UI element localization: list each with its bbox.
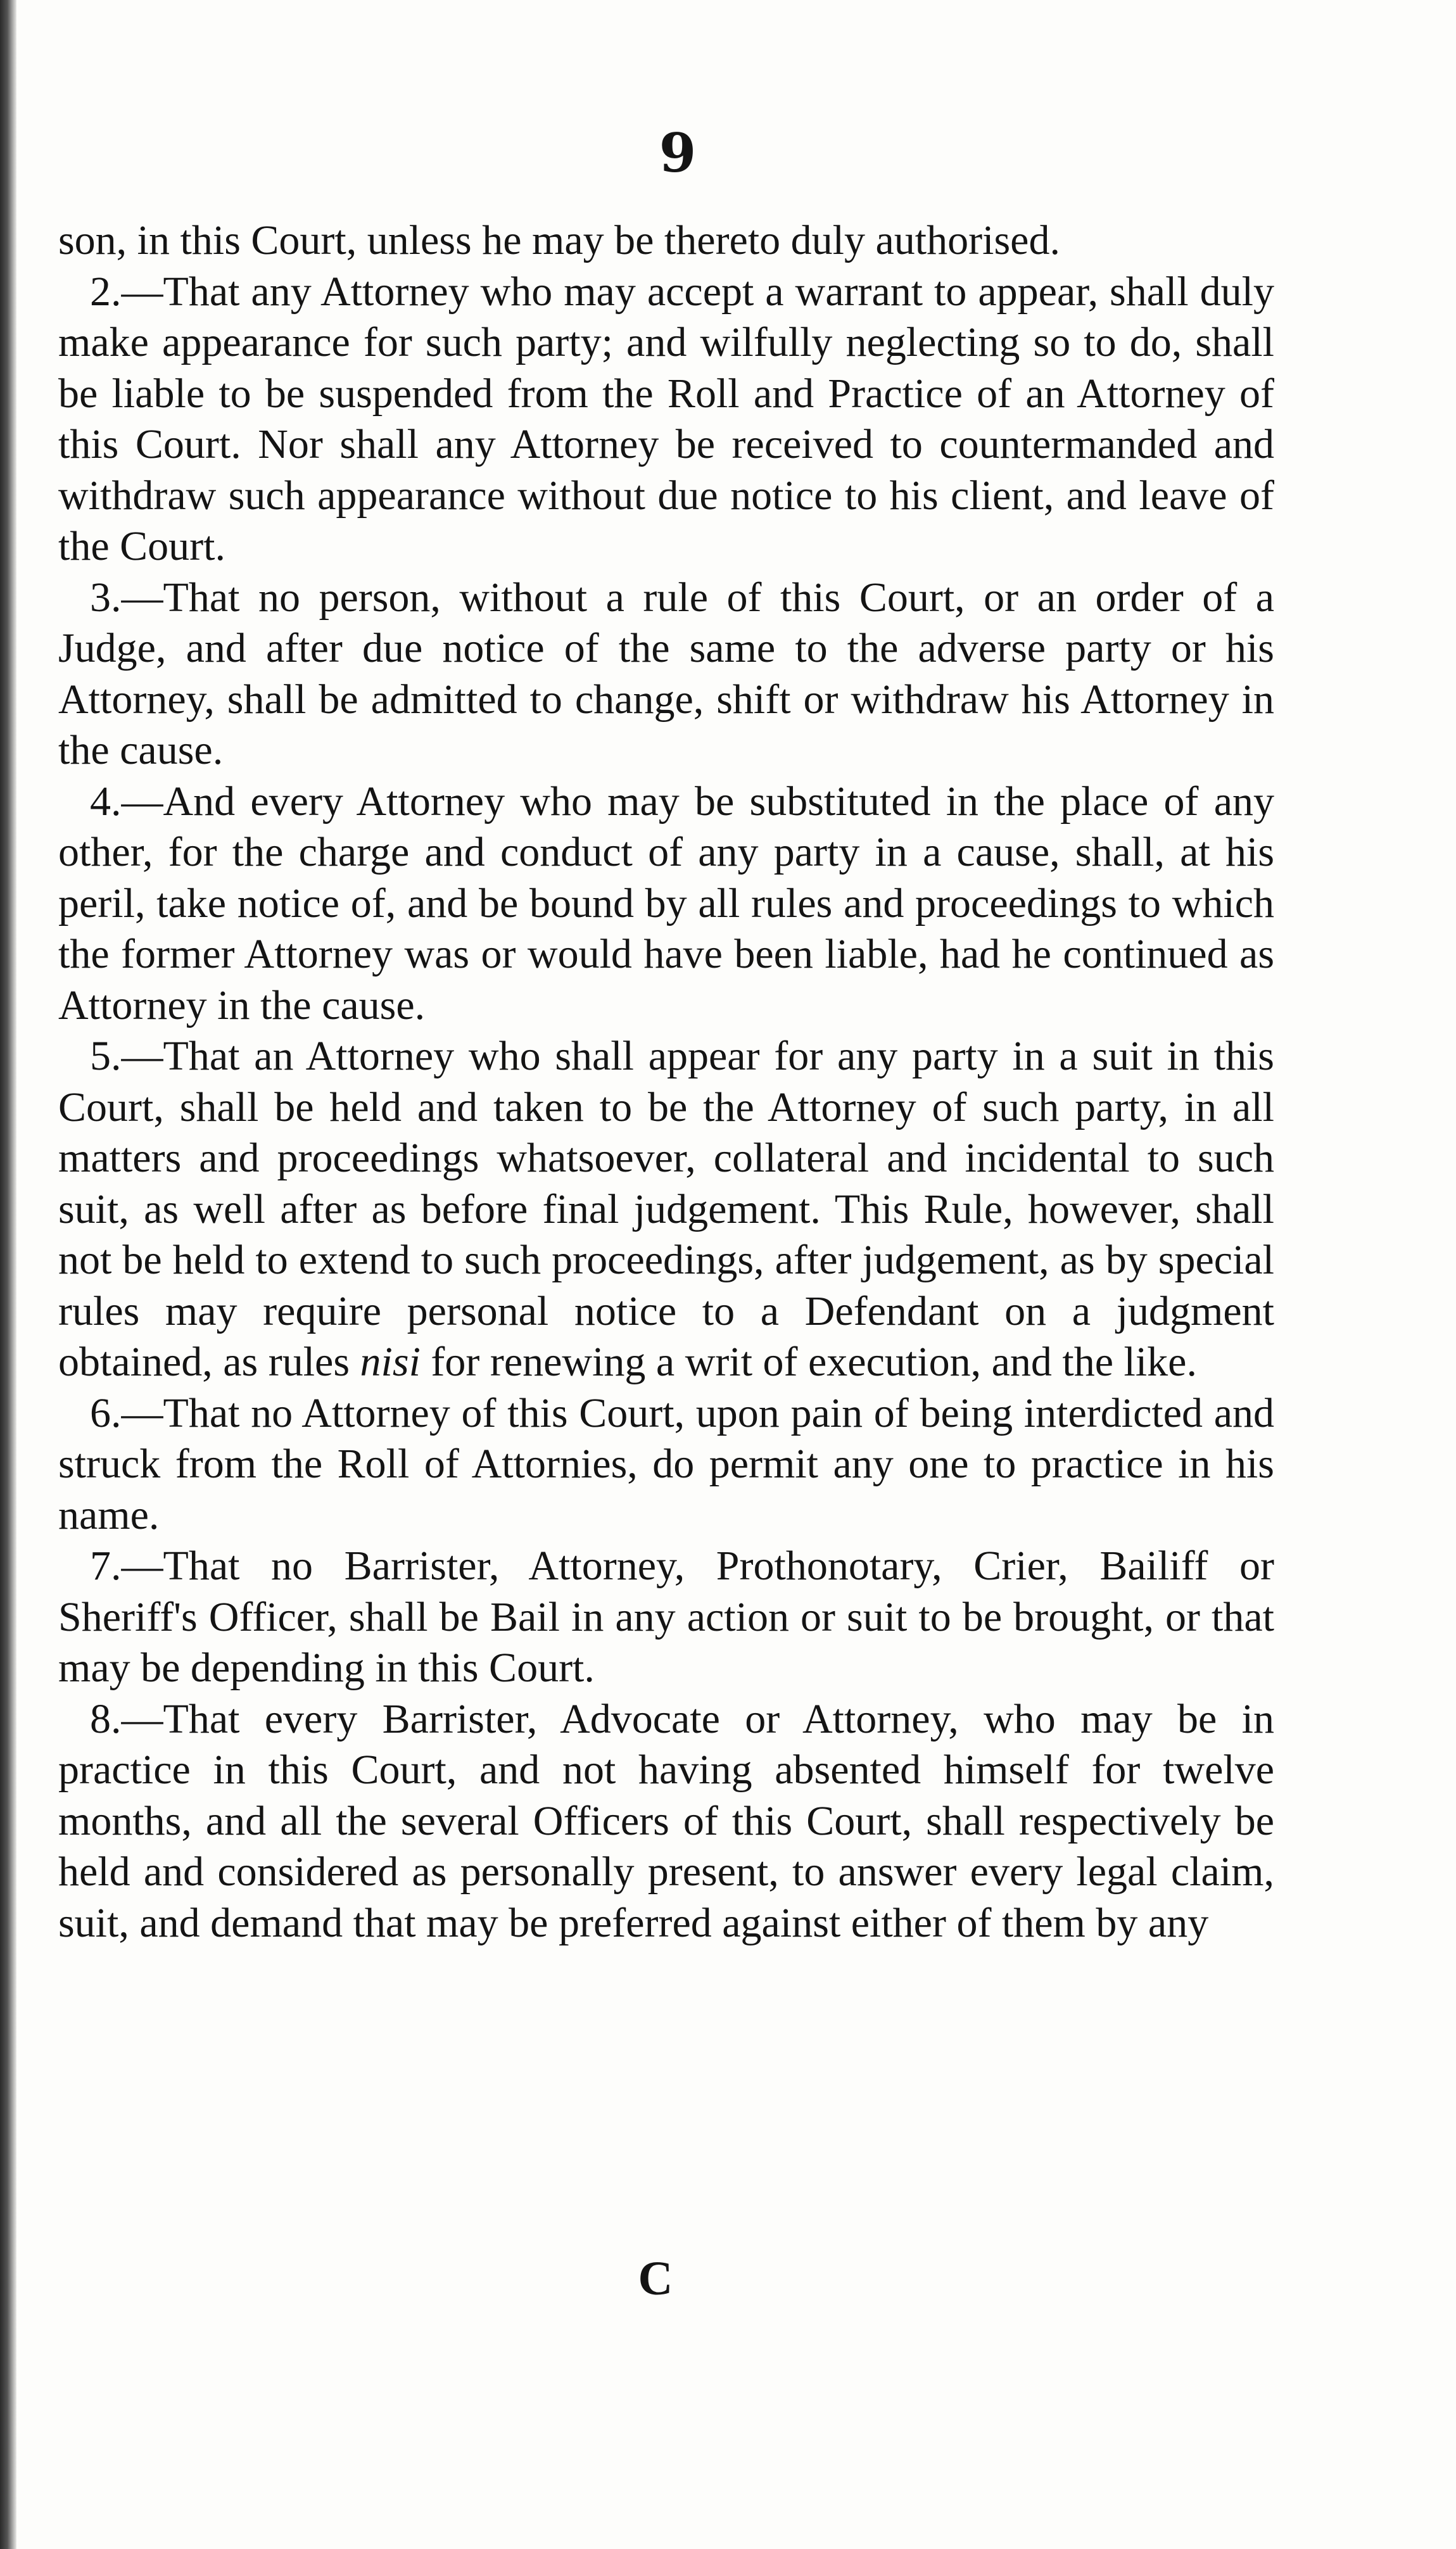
page-number: 9	[659, 122, 697, 184]
paragraph-continuation: son, in this Court, unless he may be thereto duly authorised.	[58, 217, 1060, 263]
paragraph-rule-7: 7.—That no Barrister, Attorney, Prothonotary, Crier, Bailiff or Sheriff's Officer, shall be Bail in any action or suit to be brought, or that may be depending in this Court.	[58, 1543, 1274, 1691]
paragraph-rule-2: 2.—That any Attorney who may accept a warrant to appear, shall duly make appearance for such party; and wilfully neglecting so to do, shall be liable to be suspended from the Roll and Practice of an Attorney of this Court. Nor shall any Attorney be received to countermanded and withdraw such appearance without due notice to his client, and leave of the Court.	[58, 268, 1274, 569]
paragraph-rule-6: 6.—That no Attorney of this Court, upon pain of being interdicted and struck from the Roll of Attornies, do permit any one to practice in his name.	[58, 1389, 1274, 1538]
page-binding-edge	[0, 0, 16, 2549]
rule-5-text-after: for renewing a writ of execution, and the like.	[420, 1339, 1197, 1385]
paragraph-rule-8: 8.—That every Barrister, Advocate or Attorney, who may be in practice in this Court, and not having absented himself for twelve months, and all the several Officers of this Court, shall respectively be held and considered as personally present, to answer every legal claim, suit, and demand that may be preferred against either of them by any	[58, 1695, 1274, 1946]
paragraph-rule-5	[58, 1031, 1274, 1388]
rule-5-italic-nisi: nisi	[360, 1339, 421, 1385]
rule-5-text-before: 5.—That an Attorney who shall appear for any party in a suit in this Court, shall be held and taken to be the Attorney of such party, in all matters and proceedings whatsoever, collateral and incidental to such suit, as well after as before final judgement. This Rule, however, shall not be held to extend to such proceedings, after judgement, as by special rules may require personal notice to a Defendant on a judgment obtained, as rules	[58, 1033, 1274, 1385]
paragraph-rule-4: 4.—And every Attorney who may be substituted in the place of any other, for the charge and conduct of any party in a cause, shall, at his peril, take notice of, and be bound by all rules and proceedings to which the former Attorney was or would have been liable, had he continued as Attorney in the cause.	[58, 778, 1274, 1028]
paragraph-rule-3: 3.—That no person, without a rule of this Court, or an order of a Judge, and after due notice of the same to the adverse party or his Attorney, shall be admitted to change, shift or withdraw his Attorney in the cause.	[58, 574, 1274, 773]
signature-mark: C	[638, 2252, 673, 2305]
body-text	[58, 215, 1274, 1949]
